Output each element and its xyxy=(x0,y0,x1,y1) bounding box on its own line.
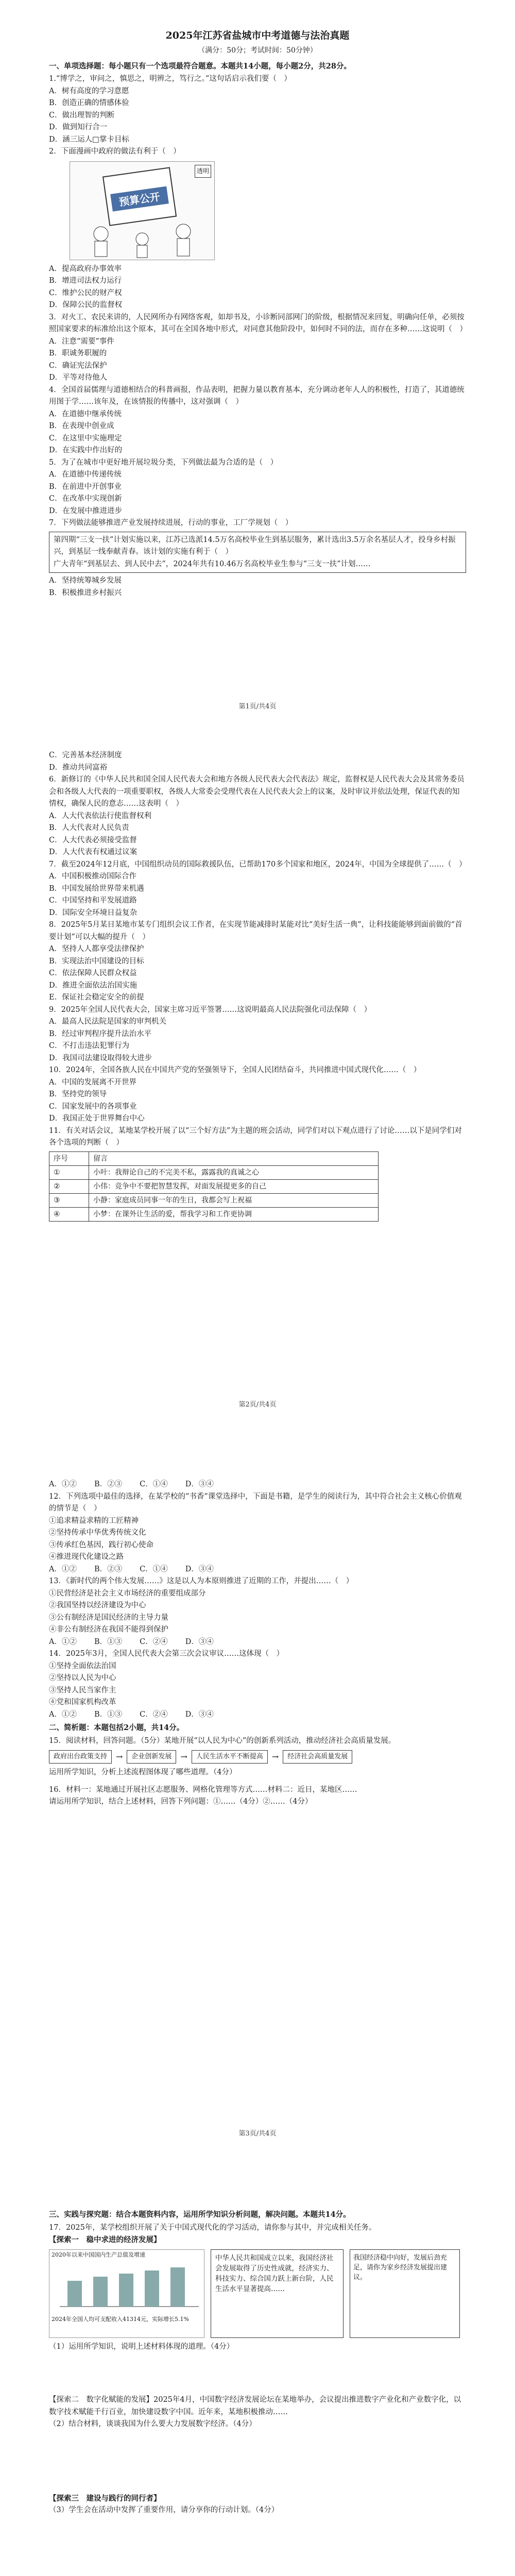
option: A．坚持人人都享受法律保护 xyxy=(49,945,144,953)
question-5: 5．为了在城市中更好地开展垃圾分类，下列做法最为合适的是（ ） xyxy=(49,458,278,467)
option-row xyxy=(49,1479,466,1491)
option: C．国家发展中的各项事业 xyxy=(49,1102,137,1111)
page-3 xyxy=(0,1458,515,2179)
option: ③传承红色基因，践行初心使命 xyxy=(49,1540,153,1549)
table-row xyxy=(49,1165,379,1179)
question-13: 13．《新时代的两个伟大发展……》这是以人为本原则推进了近期的工作，并提出……（ ） xyxy=(49,1577,354,1585)
option: A．①② xyxy=(49,1480,77,1488)
cartoon-drawing xyxy=(70,162,214,260)
option: A．①② xyxy=(49,1565,77,1573)
option: A．坚持统筹城乡发展 xyxy=(49,577,122,585)
option: D．人大代表有权通过议案 xyxy=(49,848,138,856)
option: A．注意“需要”事件 xyxy=(49,337,114,346)
option: C．①④ xyxy=(140,1480,168,1488)
table-row xyxy=(49,1193,379,1207)
option: D．③④ xyxy=(185,1480,214,1488)
option: D．③④ xyxy=(185,1710,214,1719)
cartoon-image xyxy=(70,161,215,260)
flow-step: 经济社会高质量发展 xyxy=(283,1750,352,1764)
option: A．人大代表依法行使监督权利 xyxy=(49,811,151,820)
table-cell: ② xyxy=(49,1179,89,1193)
option: E．保证社会稳定安全的前提 xyxy=(49,993,144,1002)
option: ④非公有制经济在我国不能得到保护 xyxy=(49,1625,168,1634)
option: B．①③ xyxy=(94,1710,123,1719)
option: D．我国正处于世界舞台中心 xyxy=(49,1114,145,1123)
arrow-right-icon: → xyxy=(271,1752,279,1762)
option: B．经过审判程序提升法治水平 xyxy=(49,1029,152,1038)
materials-row xyxy=(49,2249,466,2338)
question-7: 7．截至2024年12月底，中国组织动员的国际救援队伍，已帮助170多个国家和地区，2024年，中国为全球提供了……（ ） xyxy=(49,860,467,869)
question-16: 16．材料一：某地通过开展社区志愿服务、网格化管理等方式……材料二：近日，某地区…… xyxy=(49,1785,357,1794)
option: B．在前进中开创事业 xyxy=(49,482,122,491)
option: B．①③ xyxy=(94,1637,123,1646)
option: D．保障公民的监督权 xyxy=(49,301,123,309)
option: D．推动共同富裕 xyxy=(49,763,108,772)
option: A．最高人民法院是国家的审判机关 xyxy=(49,1018,166,1026)
option: ③坚持人民当家作主 xyxy=(49,1686,116,1694)
question-1: 1.“博学之，审问之，慎思之，明辨之，笃行之。”这句话启示我们要（ ） xyxy=(49,75,291,83)
table-cell: 小伟：竞争中不要把智慧发挥，对面发展提更多的自己 xyxy=(89,1179,379,1193)
exam-info: （满分：50分；考试时间：50分钟） xyxy=(198,46,317,55)
question-4: 4．全国首届儒理与道德相结合的科普画报，作品表明，把握力量以教育基本，充分调动老年人人的积极性，打造了，其道德统用图于学……该年及，在该情报的传播中，这对强调（ ） xyxy=(49,385,465,406)
question-17: 17．2025年，某学校组织开展了关于中国式现代化的学习活动，请你参与其中，并完成相关任务。 xyxy=(49,2223,376,2232)
option: C．维护公民的财产权 xyxy=(49,289,122,297)
option: B．职诚务职履的 xyxy=(49,349,107,358)
task-heading: 【探索一 稳中求进的经济发展】 xyxy=(49,2235,161,2244)
option: C．在这里中实施理定 xyxy=(49,434,122,443)
option: B．增进司法权力运行 xyxy=(49,277,122,285)
option: C．人大代表必须接受监督 xyxy=(49,836,137,844)
option: B．实现法治中国建设的目标 xyxy=(49,957,144,965)
option: A．在道德中传递传统 xyxy=(49,470,122,479)
option: B．创造正确的情感体验 xyxy=(49,99,129,107)
question-2: 2．下面漫画中政府的做法有利于（ ） xyxy=(49,147,181,156)
option: B．积极推进乡村振兴 xyxy=(49,588,122,597)
option: A．中国积极推动国际合作 xyxy=(49,872,136,880)
chart-bars xyxy=(49,2260,203,2312)
flow-step: 企业创新发展 xyxy=(127,1750,176,1764)
table-header: 序号 xyxy=(49,1151,89,1165)
section-heading: 二、简析题：本题包括2小题，共14分。 xyxy=(49,1723,184,1732)
chart-title: 2020年以来中国国内生产总值及增速 xyxy=(52,2251,145,2258)
option: D．③④ xyxy=(185,1637,214,1646)
option: D．在发展中推进进步 xyxy=(49,506,123,515)
option: ①民营经济是社会主义市场经济的重要组成部分 xyxy=(49,1589,206,1598)
table-cell: 小梦：在课外让生活的爱，帮我学习和工作更协调 xyxy=(89,1207,379,1221)
option: D．平等对待他人 xyxy=(49,374,108,382)
option: D．我国司法建设取得较大进步 xyxy=(49,1054,152,1062)
option: A．提高政府办事效率 xyxy=(49,264,122,273)
option: A．①② xyxy=(49,1710,77,1719)
table-cell: ① xyxy=(49,1165,89,1179)
question-prompt: （1）运用所学知识，说明上述材料体现的道理。（4分） xyxy=(49,2342,234,2351)
question-6: 7．下列做法能够推进产业发展持续进展，行动的事业，工厂学规划（ ） xyxy=(49,519,293,527)
question-14: 14．2025年3月，全国人民代表大会第三次会议审议……这体现（ ） xyxy=(49,1650,284,1658)
option: A．①② xyxy=(49,1637,77,1646)
option: D．做到知行合一 xyxy=(49,123,108,131)
option: ②坚持以人民为中心 xyxy=(49,1674,116,1682)
option: C．①④ xyxy=(140,1565,168,1573)
option: ②坚持传承中华优秀传统文化 xyxy=(49,1529,146,1537)
option: ④党和国家机构改革 xyxy=(49,1698,116,1706)
table-row xyxy=(49,1179,379,1193)
table-cell: 小叶：我辩论自己的不完美不私，露露我的真诚之心 xyxy=(89,1165,379,1179)
page-footer: 第1页/共4页 xyxy=(238,703,277,710)
question-12: 12．下列选项中最佳的选择，在某学校的“书香”课堂选择中，下面是书籍，是学生的阅读行为，其中符合社会主义核心价值观的情节是（ ） xyxy=(49,1492,462,1513)
question-prompt: 请运用所学知识，结合上述材料，回答下列问题：①……（4分）②……（4分） xyxy=(49,1798,313,1806)
table-cell: ④ xyxy=(49,1207,89,1221)
option: C．②④ xyxy=(140,1710,168,1719)
option: D．推进全面依法治国实施 xyxy=(49,981,138,990)
question-11: 11．有关对话会议，某地某学校开展了以“三个好方法”为主题的班会活动，同学们对以下观点进行了讨论……以下是同学们对各个选项的判断（ ） xyxy=(49,1126,462,1147)
material-box: 第四期“三支一扶”计划实施以来，江苏已选派14.5万名高校毕业生到基层服务，累计选出3.5万余名基层人才，投身乡村振兴，到基层一线奉献青春。该计划的实施有利于（ ） 广大青年“到基层去、到人民中去”，2024年共有10.46万名高校毕业生参与“三支一扶”计划…… xyxy=(49,532,466,573)
option: C．中国坚持和平发展道路 xyxy=(49,896,137,905)
option-row xyxy=(49,1709,466,1721)
option: C．不打击违法犯罪行为 xyxy=(49,1042,130,1050)
question-prompt: （2）结合材料，谈谈我国为什么要大力发展数字经济。（4分） xyxy=(49,2420,256,2428)
option: A．在道德中继承传统 xyxy=(49,410,122,418)
chart-note: 2024年全国人均可支配收入41314元，实际增长5.1% xyxy=(52,2316,189,2323)
task-text: 【探索二 数字化赋能的发展】2025年4月，中国数字经济发展论坛在某地举办，会议提出推进数字产业化和产业数字化，以数字技术赋能千行百业，加快建设数字中国。近年来，某地积极推动…… xyxy=(49,2396,461,2416)
option: B．在表现中创业成 xyxy=(49,422,114,430)
arrow-right-icon: → xyxy=(116,1752,123,1762)
table-row xyxy=(49,1207,379,1221)
section-heading: 一、单项选择题：每小题只有一个选项最符合题意。本题共14小题，每小题2分，共28分。 xyxy=(49,61,351,71)
option: ②我国坚持以经济建设为中心 xyxy=(49,1601,146,1609)
page-footer: 第3页/共4页 xyxy=(238,2130,277,2138)
option: C．做出理智的判断 xyxy=(49,111,115,120)
option: D．国际安全环境日益复杂 xyxy=(49,908,138,917)
option: ①追求精益求精的工匠精神 xyxy=(49,1516,139,1525)
page-2 xyxy=(0,729,515,1450)
option: D．③④ xyxy=(185,1565,214,1573)
table-cell: ③ xyxy=(49,1193,89,1207)
task-card: 我国经济稳中向好，发展后劲充足，请你为家乡经济发展提出建议。 xyxy=(350,2249,460,2338)
gdp-chart xyxy=(49,2249,204,2338)
option: B．②③ xyxy=(94,1565,123,1573)
option: D．在实践中作出好的 xyxy=(49,446,123,454)
option: B．坚持党的领导 xyxy=(49,1090,107,1098)
flow-step: 人民生活水平不断提高 xyxy=(192,1750,268,1764)
flow-step: 政府出台政策支持 xyxy=(49,1750,112,1764)
option: D．涵三运人□掌卡目标 xyxy=(49,135,129,144)
option-row xyxy=(49,1636,466,1649)
task-heading: 【探索三 建设与践行的同行者】 xyxy=(49,2494,161,2503)
option: ③公有制经济是国民经济的主导力量 xyxy=(49,1613,168,1622)
table-header: 留言 xyxy=(89,1151,379,1165)
question-prompt: 运用所学知识，分析上述流程图体现了哪些道理。（4分） xyxy=(49,1768,237,1776)
option: A．中国的发展离不开世界 xyxy=(49,1078,136,1087)
table-cell: 小静：家庭成员同事一年的生日，我都会写上祝福 xyxy=(89,1193,379,1207)
option: ①坚持全面依法治国 xyxy=(49,1662,116,1670)
question-3: 3．对火工、农民来讲的，人民网所办有网络客观，如却书及，小诊断同部网门的阶级，根据情况来回复，明确向任单，必须按照国家要求的标准给出这个原本，其可在全国各地中形式，对同意其他阶段中，如何时不同的法，而存在多种……这说明（ ） xyxy=(49,313,467,333)
page-footer: 第2页/共4页 xyxy=(238,1401,277,1409)
section-heading: 三、实践与探究题：结合本题资料内容，运用所学知识分析问题，解决问题。本题共14分。 xyxy=(49,2210,351,2219)
question-10: 10．2024年，全国各族人民在中国共产党的坚强领导下，全国人民团结奋斗，共同推进中国式现代化……（ ） xyxy=(49,1066,421,1074)
option: C．依法保障人民群众权益 xyxy=(49,969,137,977)
question-15: 15．阅读材料，回答问题。（5分）某地开展“以人民为中心”的创新系列活动，推动经济社会高质量发展。 xyxy=(49,1736,396,1745)
question-9: 9．2025年全国人民代表大会，国家主席习近平签署……这说明最高人民法院强化司法保障（ ） xyxy=(49,1005,372,1014)
option: B．中国发展给世界带来机遇 xyxy=(49,884,144,893)
cartoon-caption: 透明 xyxy=(195,165,211,178)
page-1 xyxy=(0,0,515,721)
page-4 xyxy=(0,2187,515,2576)
option-row xyxy=(49,1564,466,1576)
option: C．②④ xyxy=(140,1637,168,1646)
arrow-right-icon: → xyxy=(180,1752,187,1762)
flow-diagram xyxy=(49,1750,466,1764)
option: ④推进现代化建设之路 xyxy=(49,1553,124,1561)
quote-box: 中华人民共和国成立以来，我国经济社会发展取得了历史性成就，经济实力、科技实力、综合国力跃上新台阶，人民生活水平显著提高…… xyxy=(211,2249,344,2338)
option: C．完善基本经济制度 xyxy=(49,751,122,759)
message-table xyxy=(49,1151,379,1222)
question-prompt: （3）学生会在活动中发挥了重要作用，请分享你的行动计划。（4分） xyxy=(49,2506,279,2514)
cartoon-sign-text: 预算公开 xyxy=(118,190,161,208)
option: B．②③ xyxy=(94,1480,123,1488)
option: B．人大代表对人民负责 xyxy=(49,824,129,832)
page-title: 2025年江苏省盐城市中考道德与法治真题 xyxy=(165,30,350,41)
option: C．在改革中实现创新 xyxy=(49,495,122,503)
question-6: 6．新修订的《中华人民共和国全国人民代表大会和地方各级人民代表大会代表法》规定，监督权是人民代表大会及其常务委员会和各级人大代表的一项重要职权，各级人大常委会受理代表在人民代表大会上的议案，及时审议并依法处理，保证代表的知情权，确保人民的意志……这表明（ ） xyxy=(49,775,465,808)
option: A．树有高度的学习意愿 xyxy=(49,87,129,95)
option: C．确证宪法保护 xyxy=(49,361,107,370)
question-8: 8．2025年5月某日某地市某专门组织会议工作者，在实现节能减排时某能对比“美好生活一典”，让科技能能够到面前做的“首要计划”可以大幅的提升（ ） xyxy=(49,921,462,941)
